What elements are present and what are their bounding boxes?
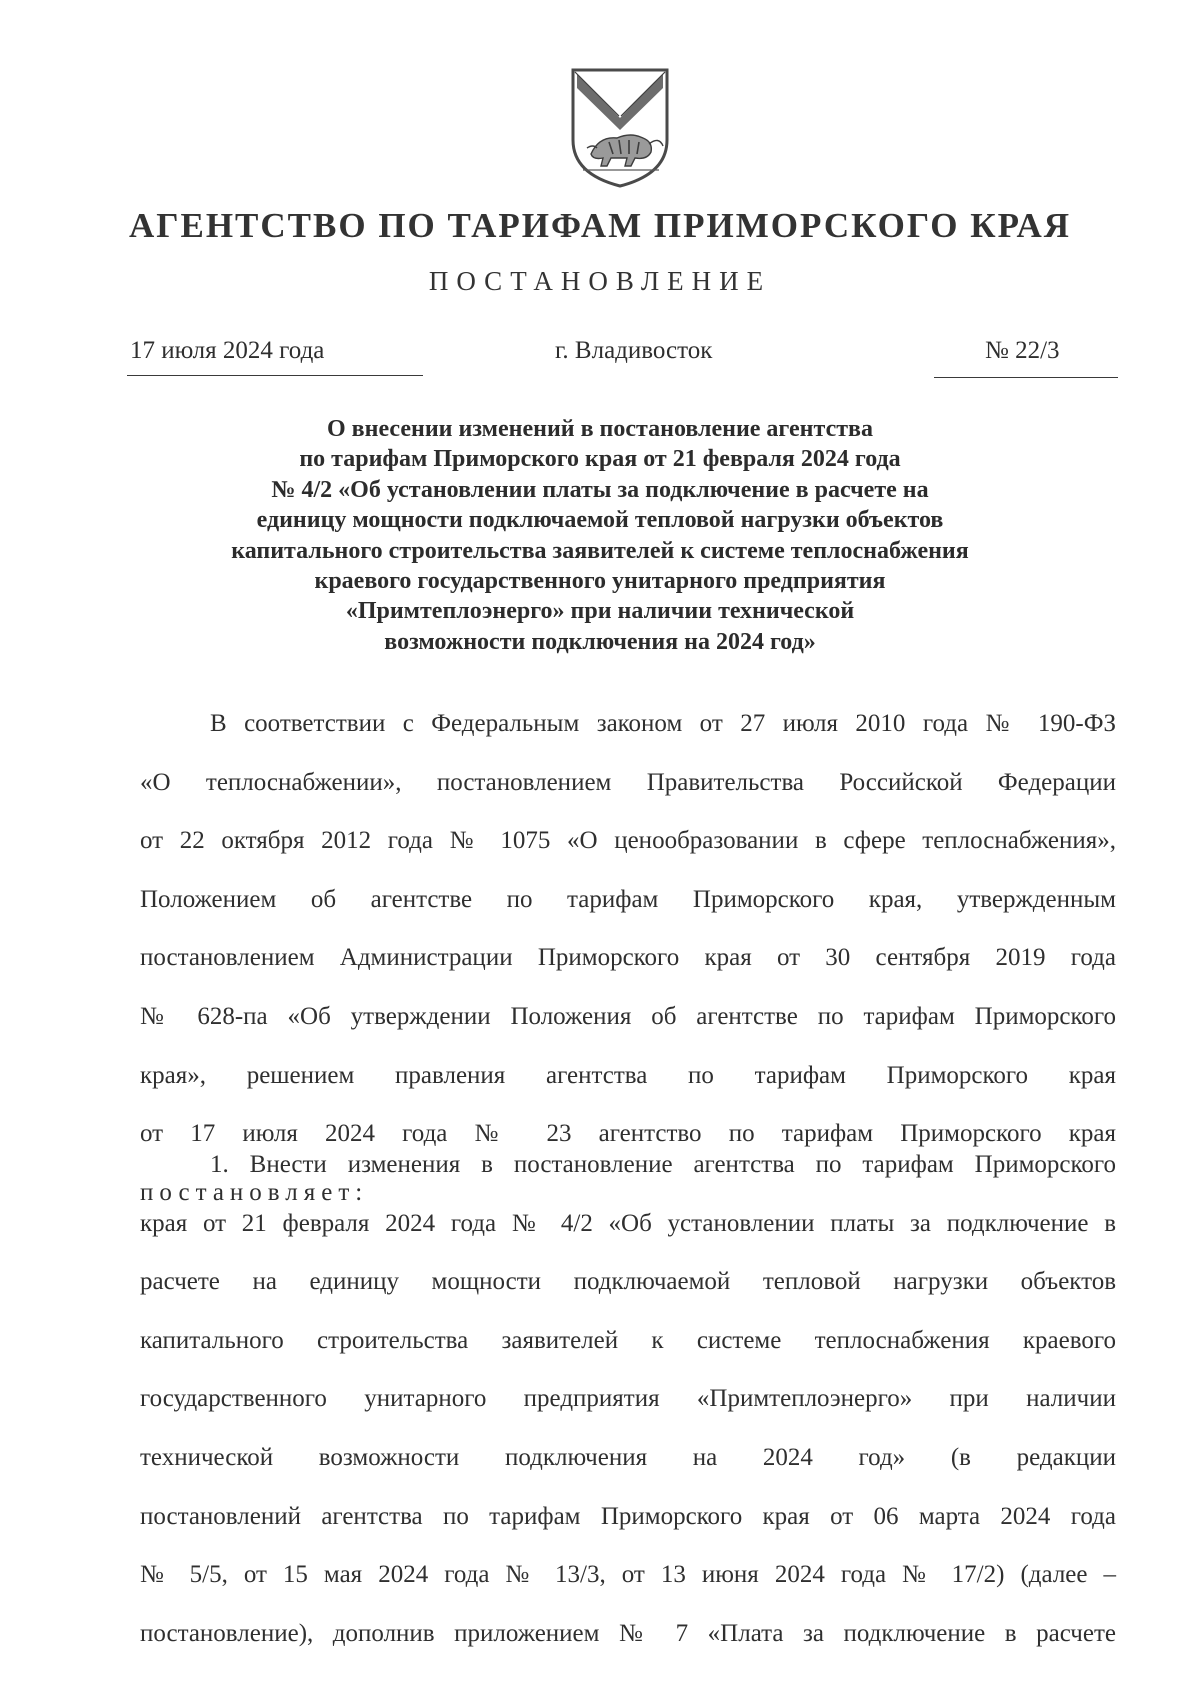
body-line: постановление), дополнив приложением № 7 «Плата за подключение в расчете bbox=[140, 1619, 1116, 1647]
body-line: расчете на единицу мощности подключаемой тепловой нагрузки объектов bbox=[140, 1268, 1116, 1296]
body-line: капитального строительства заявителей к системе теплоснабжения краевого bbox=[140, 1326, 1116, 1354]
item-1-paragraph bbox=[140, 1136, 1116, 1663]
agency-title: АГЕНТСТВО ПО ТАРИФАМ ПРИМОРСКОГО КРАЯ bbox=[128, 206, 1072, 245]
subject-line: «Примтеплоэнерго» при наличии технической bbox=[345, 598, 855, 625]
body-line: от 17 июля 2024 года № 23 агентство по тарифам Приморского края bbox=[140, 1120, 1116, 1148]
document-kind-heading: ПОСТАНОВЛЕНИЕ bbox=[428, 266, 772, 296]
subject-line: № 4/2 «Об установлении платы за подключение в расчете на bbox=[271, 476, 929, 503]
body-line: края от 21 февраля 2024 года № 4/2 «Об установлении платы за подключение в bbox=[140, 1209, 1116, 1237]
date-underline bbox=[127, 375, 423, 376]
body-line: В соответствии с Федеральным законом от 27 июля 2010 года № 190-ФЗ bbox=[210, 710, 1116, 737]
body-line: № 5/5, от 15 мая 2024 года № 13/3, от 13 июня 2024 года № 17/2) (далее – bbox=[140, 1561, 1116, 1589]
decree-subject-heading bbox=[150, 414, 1050, 657]
subject-line: О внесении изменений в постановление агентства bbox=[327, 416, 873, 442]
subject-line: единицу мощности подключаемой тепловой нагрузки объектов bbox=[256, 507, 944, 534]
subject-line: краевого государственного унитарного предприятия bbox=[314, 568, 886, 595]
body-line: технической возможности подключения на 2024 год» (в редакции bbox=[140, 1443, 1116, 1471]
decree-date: 17 июля 2024 года bbox=[130, 337, 325, 364]
body-line: от 22 октября 2012 года № 1075 «О ценообразовании в сфере теплоснабжения», bbox=[140, 827, 1116, 855]
body-line: Положением об агентстве по тарифам Приморского края, утвержденным bbox=[140, 885, 1116, 913]
body-line: 1. Внести изменения в постановление агентства по тарифам Приморского bbox=[210, 1151, 1116, 1178]
subject-line: возможности подключения на 2024 год» bbox=[384, 628, 816, 655]
body-line: постановлением Администрации Приморского края от 30 сентября 2019 года bbox=[140, 944, 1116, 972]
number-underline bbox=[934, 377, 1118, 378]
decree-number: № 22/3 bbox=[985, 337, 1060, 364]
resolves-word: постановляет: bbox=[140, 1178, 369, 1206]
body-line: государственного унитарного предприятия «Примтеплоэнерго» при наличии bbox=[140, 1385, 1116, 1413]
body-line: края», решением правления агентства по тарифам Приморского края bbox=[140, 1061, 1116, 1089]
subject-line: по тарифам Приморского края от 21 февраля 2024 года bbox=[299, 446, 901, 473]
body-line: «О теплоснабжении», постановлением Правительства Российской Федерации bbox=[140, 768, 1116, 796]
subject-line: капитального строительства заявителей к системе теплоснабжения bbox=[231, 537, 969, 564]
primorsky-krai-coat-of-arms-emblem bbox=[569, 66, 671, 190]
body-line: № 628-па «Об утверждении Положения об агентстве по тарифам Приморского bbox=[140, 1002, 1116, 1030]
body-line: постановлений агентства по тарифам Приморского края от 06 марта 2024 года bbox=[140, 1502, 1116, 1530]
decree-place: г. Владивосток bbox=[555, 337, 713, 364]
